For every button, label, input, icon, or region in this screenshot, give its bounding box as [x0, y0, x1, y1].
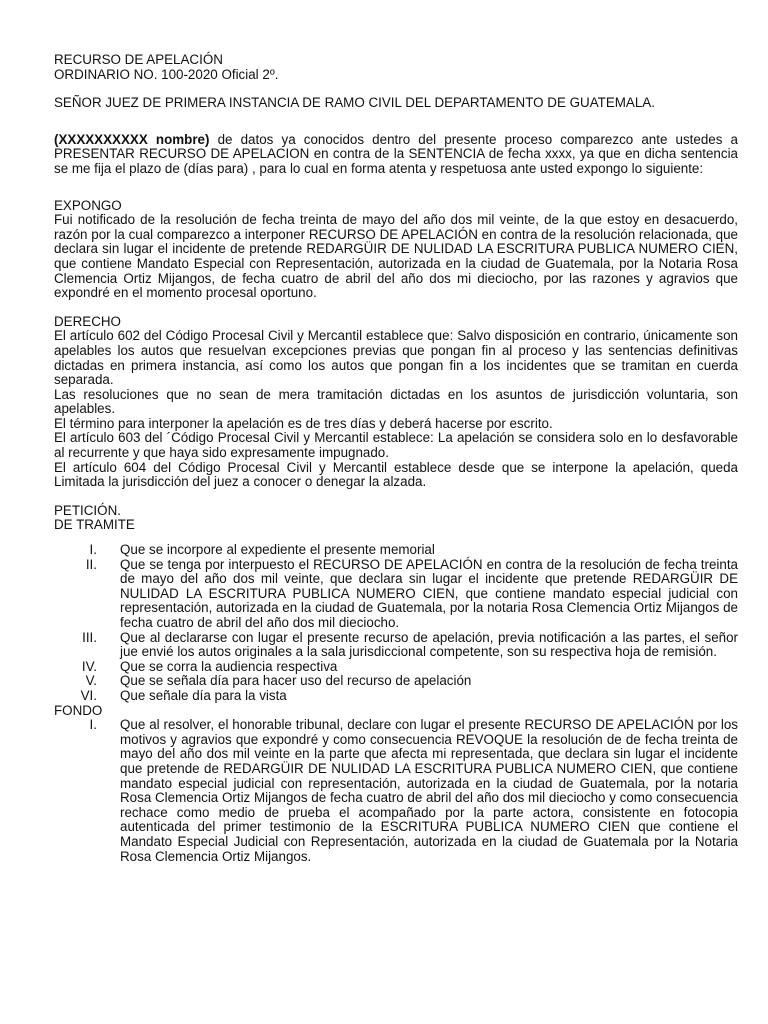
peticion-heading: PETICIÓN. [54, 502, 121, 518]
derecho-paragraph: El artículo 602 del Código Procesal Civil y Mercantil establece que: Salvo disposición en contrario, únicamente son apelables los autos que resuelvan excepciones previas que pongan fin al proceso y las sentencias definitivas dictadas en primera instancia, así como los autos que pongan fin a los incidentes que se tramitan en cuerda separada. [54, 328, 738, 388]
item-text: Que se corra la audiencia respectiva [120, 658, 338, 674]
list-item [54, 558, 738, 631]
derecho-heading: DERECHO [54, 313, 121, 329]
item-number: II. [85, 556, 97, 572]
item-text: Que se tenga por interpuesto el RECURSO DE APELACIÓN en contra de la resolución de fecha treinta de mayo del año dos mil veinte, que declara sin lugar el incidente que pretende REDARGÜIR DE NULIDAD LA ESCRITURA PUBLICA NUMERO CIEN, que contiene mandato especial judicial con representación, autorizada en la ciudad de Guatemala, por la notaria Rosa Clemencia Ortiz Mijangos de fecha cuatro de abril del año dos mil dieciocho. [120, 556, 738, 630]
item-number: VI. [80, 687, 97, 703]
tramite-heading: DE TRAMITE [54, 517, 135, 533]
petitioner-name: (XXXXXXXXXX nombre) [54, 131, 210, 147]
intro-paragraph [54, 133, 738, 177]
item-text: Que se incorpore al expediente el presente memorial [120, 542, 435, 558]
intro-text: de datos ya conocidos dentro del presente proceso comparezco ante ustedes a PRESENTAR RECURSO DE APELACION en contra de la SENTENCIA de fecha xxxx, ya que en dicha sentencia se me fija el plazo de (días para) , para lo cual en forma atenta y respetuosa ante usted expongo lo siguiente: [54, 131, 738, 176]
list-item [54, 631, 738, 660]
derecho-paragraph: El término para interponer la apelación es de tres días y deberá hacerse por escrito. [54, 415, 553, 431]
derecho-paragraph: El artículo 604 del Código Procesal Civil y Mercantil establece desde que se interpone la apelación, queda Limitada la jurisdicción del juez a conocer o denegar la alzada. [54, 459, 738, 490]
list-item [54, 543, 738, 558]
list-item [54, 689, 738, 704]
doc-title: RECURSO DE APELACIÓN [54, 52, 223, 67]
expongo-text: Fui notificado de la resolución de fecha treinta de mayo del año dos mil veinte, de la que estoy en desacuerdo, razón por la cual comparezco a interponer RECURSO DE APELACIÓN en contra de la resolución relacionada, que declara sin lugar el incidente de pretende REDARGÜIR DE NULIDAD LA ESCRITURA PUBLICA NUMERO CIEN, que contiene Mandato Especial con Representación, autorizada en la ciudad de Guatemala, por la Notaria Rosa Clemencia Ortiz Mijangos, de fecha cuatro de abril del año dos mi dieciocho, por las razones y agravios que expondré en el momento procesal oportuno. [54, 212, 738, 301]
item-number: I. [89, 542, 97, 558]
fondo-list [54, 718, 738, 864]
list-item [54, 718, 738, 864]
expongo-heading: EXPONGO [54, 197, 122, 213]
derecho-paragraph: Las resoluciones que no sean de mera tramitación dictadas en los asuntos de jurisdicción voluntaria, son apelables. [54, 386, 738, 417]
item-text: Que se señala día para hacer uso del recurso de apelación [120, 673, 472, 689]
item-number: I. [89, 717, 97, 733]
tramite-list [54, 543, 738, 704]
addressee: SEÑOR JUEZ DE PRIMERA INSTANCIA DE RAMO CIVIL DEL DEPARTAMENTO DE GUATEMALA. [54, 95, 655, 111]
item-number: IV. [81, 658, 97, 674]
case-number: ORDINARIO NO. 100-2020 Oficial 2º. [54, 66, 279, 82]
item-number: III. [82, 629, 97, 645]
item-number: V. [85, 673, 97, 689]
item-text: Que señale día para la vista [120, 687, 287, 703]
list-item [54, 660, 738, 675]
item-text: Que al resolver, el honorable tribunal, declare con lugar el presente RECURSO DE APELACIÓN por los motivos y agravios que expondré y como consecuencia REVOQUE la resolución de de fecha treinta de mayo del año dos mil veinte en la parte que afecta mi representada, que declara sin lugar el incidente que pretende de REDARGÜIR DE NULIDAD LA ESCRITURA PUBLICA NUMERO CIEN, que contiene mandato especial judicial con representación, autorizada en la ciudad de Guatemala, por la notaria Rosa Clemencia Ortiz Mijangos de fecha cuatro de abril del año dos mil dieciocho y como consecuencia rechace como medio de prueba el acompañado por la parte actora, consistente en fotocopia autenticada del primer testimonio de la ESCRITURA PUBLICA NUMERO CIEN que contiene el Mandato Especial Judicial con Representación, autorizada en la ciudad de Guatemala por la Notaria Rosa Clemencia Ortiz Mijangos. [120, 717, 738, 864]
fondo-heading: FONDO [54, 702, 103, 718]
derecho-paragraph: El artículo 603 del ´Código Procesal Civil y Mercantil establece: La apelación se considera solo en lo desfavorable al recurrente y que haya sido expresamente impugnado. [54, 430, 738, 461]
list-item [54, 674, 738, 689]
item-text: Que al declararse con lugar el presente recurso de apelación, previa notificación a las partes, el señor jue envié los autos originales a la sala jurisdiccional competente, son su respectiva hoja de remisión. [120, 629, 738, 660]
